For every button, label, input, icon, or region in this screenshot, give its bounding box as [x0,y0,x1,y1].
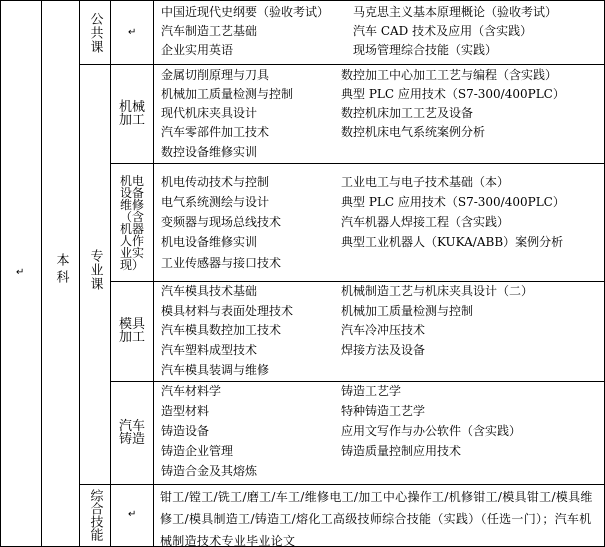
paragraph-mark: ↵ [16,267,25,278]
public-label: 公共课 [87,11,103,54]
professional-label: 专业课 [87,249,103,291]
group-label-casting: 汽车铸造 [119,419,146,447]
comprehensive-text: 钳工/镗工/铣工/磨工/车工/维修电工/加工中心操作工/机修钳工/模具钳工/模具维修工/模具制造工/铸造工/熔化工高级技师综合技能（实践）（任选一门）；汽车机械制造技术专业毕业论文 [160,490,593,546]
group-label-mechanical: 机械加工 [119,100,146,128]
paragraph-mark: ↵ [128,509,137,520]
course-table: ↵ 本科 公共课 ↵ 中国近现代史纲要（验收考试） 马克思主义基本原理概论（验收考试） 汽车制造工艺基础 汽车 CAD 技术及应用（含实践） 企业实用英语 现场管理综合技能（实践） 专业课 机械加工 金属切削原理与刀具 数控加工中心加工工艺与编程（含实践） 机械加工质量检测与控制 典型 PLC 应用技术（S7-300/400PLC） 现代机床夹具设计 数控机床加工工艺及设备 汽车零部件加工技术 数控机床电气系统案例分析 数控设备维修实训 机电设备维修（含机器人作业实现） 机电传动技术与控制 工业电工与电子技术基础（本） 电气系统测绘与设计 典型 PLC 应用技术（S7-300/400PLC） 变频器与现场总线技术 汽车机器人焊接工程（含实践） 机电设备维修实训 典型工业机器人（KUKA/ABB）案例分析 工业传感器与接口技术 模具加工 汽车模具技术基础 机械制造工艺与机床夹具设计（二） 模具材料与表面处理技术 机械加工质量检测与控制 汽车模具数控加工技术 汽车冷冲压技术 汽车塑料成型技术 焊接方法及设备 汽车模具装调与维修 汽车铸造 汽车材料学 铸造工艺学 造型材料 特种铸造工艺学 铸造设备 应用文写作与办公软件（含实践） 铸造企业管理 铸造质量控制应用技术 铸造合金及其熔炼 综合技能 ↵ 钳工/镗工/铣工/磨工/车工/维修电工/加工中心操作工/机修钳工/模具钳工/模具维修工/模具制造工/铸造工/熔化工高级技师综合技能（实践）（任选一门）；汽车机械制造技术专业毕业论文 [0,0,605,547]
comprehensive-label: 综合技能 [87,489,103,541]
degree-level-label: 本科 [53,253,69,287]
group-label-electromechanical: 机电设备维修（含机器人作业实现） [119,173,144,272]
group-label-mold: 模具加工 [119,317,146,345]
paragraph-mark: ↵ [128,27,137,38]
